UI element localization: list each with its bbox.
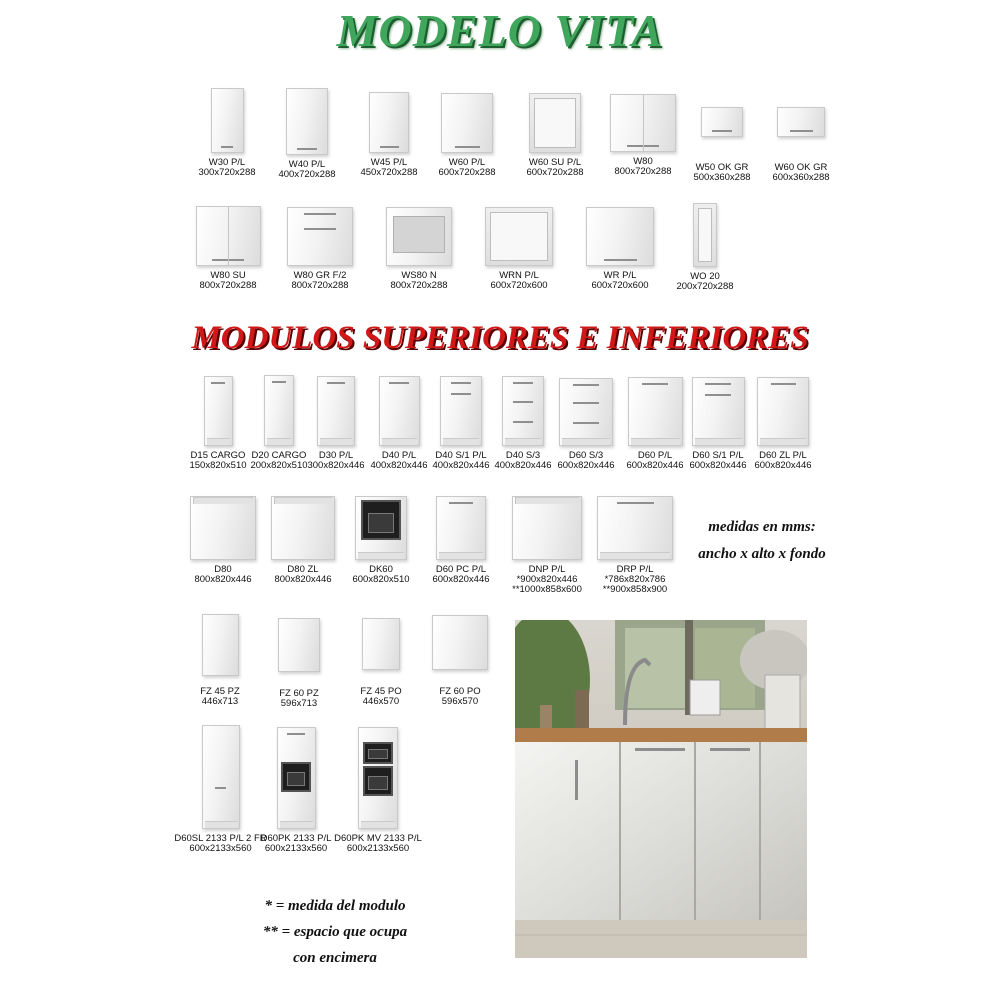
module-label: W80 GR F/2 800x720x288 xyxy=(291,270,349,291)
cabinet-image xyxy=(287,207,353,266)
cabinet-image xyxy=(586,207,654,266)
module-label: D15 CARGO 150x820x510 xyxy=(189,450,247,471)
module-label: FZ 45 PZ 446x713 xyxy=(200,686,240,707)
cabinet-image xyxy=(204,376,233,446)
cabinet-image xyxy=(196,206,261,266)
module-item xyxy=(736,377,830,471)
front-panel-image xyxy=(278,618,320,672)
module-label: W80 800x720x288 xyxy=(614,156,672,177)
legend-note: * = medida del modulo ** = espacio que ocupa con encimera xyxy=(262,898,408,966)
section-subtitle: MODULOS SUPERIORES E INFERIORES xyxy=(191,320,809,356)
module-label: D60 ZL P/L 600x820x446 xyxy=(754,450,812,471)
module-label: D20 CARGO 200x820x510 xyxy=(250,450,308,471)
module-label: WS80 N 800x720x288 xyxy=(390,270,448,291)
page-title: MODELO VITA xyxy=(336,5,664,56)
tall-cabinet-image xyxy=(202,725,240,829)
cabinet-image xyxy=(286,88,328,155)
module-label: W45 P/L 450x720x288 xyxy=(360,157,418,178)
module-label: DK60 600x820x510 xyxy=(352,564,410,585)
module-label: WR P/L 600x720x600 xyxy=(591,270,649,291)
front-panel-image xyxy=(202,614,239,676)
module-item xyxy=(181,206,275,291)
corner-cabinet-image xyxy=(597,496,673,560)
module-label: DRP P/L *786x820x786 **900x858x900 xyxy=(602,564,668,595)
cabinet-image xyxy=(701,107,743,137)
module-item xyxy=(252,618,346,709)
cabinet-image xyxy=(271,496,335,560)
tall-oven-cabinet-image xyxy=(277,727,316,829)
module-label: FZ 45 PO 446x570 xyxy=(360,686,402,707)
module-item xyxy=(273,207,367,291)
module-label: D60 PC P/L 600x820x446 xyxy=(432,564,490,585)
module-label: W30 P/L 300x720x288 xyxy=(198,157,256,178)
front-panel-image xyxy=(432,615,488,670)
cabinet-image xyxy=(441,93,493,153)
cabinet-image xyxy=(386,207,452,266)
module-label: D60SL 2133 P/L 2 FR 600x2133x560 xyxy=(174,833,267,854)
module-item xyxy=(573,207,667,291)
module-label: WO 20 200x720x288 xyxy=(676,271,734,292)
module-label: D80 ZL 800x820x446 xyxy=(274,564,332,585)
cabinet-image xyxy=(436,496,486,560)
module-item xyxy=(330,727,426,854)
cabinet-image xyxy=(317,376,355,446)
module-label: D60PK MV 2133 P/L 600x2133x560 xyxy=(334,833,422,854)
module-item xyxy=(508,93,602,178)
module-item xyxy=(658,203,752,292)
module-label: D60PK 2133 P/L 600x2133x560 xyxy=(260,833,332,854)
module-item xyxy=(420,93,514,178)
module-label: D60 S/3 600x820x446 xyxy=(557,450,615,471)
module-item xyxy=(472,207,566,291)
cabinet-image xyxy=(757,377,809,446)
oven-cabinet-image xyxy=(355,496,407,560)
cabinet-image xyxy=(777,107,825,137)
measures-note: medidas en mms: ancho x alto x fondo xyxy=(698,519,826,562)
module-label: WRN P/L 600x720x600 xyxy=(490,270,548,291)
cabinet-image xyxy=(529,93,581,153)
cabinet-image xyxy=(369,92,409,153)
module-label: D60 P/L 600x820x446 xyxy=(626,450,684,471)
module-item xyxy=(372,207,466,291)
front-panel-image xyxy=(362,618,400,670)
cabinet-image xyxy=(610,94,676,152)
module-label: W60 OK GR 600x360x288 xyxy=(772,162,830,183)
cabinet-image xyxy=(559,378,613,446)
module-label: D80 800x820x446 xyxy=(194,564,252,585)
module-label: D40 S/1 P/L 400x820x446 xyxy=(432,450,490,471)
cabinet-image xyxy=(485,207,553,266)
module-label: D30 P/L 300x820x446 xyxy=(307,450,365,471)
module-label: W40 P/L 400x720x288 xyxy=(278,159,336,180)
module-label: W60 SU P/L 600x720x288 xyxy=(526,157,584,178)
cabinet-image xyxy=(190,496,256,560)
module-item xyxy=(500,496,594,595)
tall-oven-microwave-cabinet-image xyxy=(358,727,398,829)
module-item xyxy=(754,107,848,183)
module-label: FZ 60 PZ 596x713 xyxy=(279,688,319,709)
module-label: D40 P/L 400x820x446 xyxy=(370,450,428,471)
module-item xyxy=(414,496,508,585)
module-label: W50 OK GR 500x360x288 xyxy=(693,162,751,183)
module-item xyxy=(588,496,682,595)
module-item xyxy=(413,615,507,707)
kitchen-photo xyxy=(515,620,807,958)
module-label: D60 S/1 P/L 600x820x446 xyxy=(689,450,747,471)
module-label: FZ 60 PO 596x570 xyxy=(439,686,481,707)
cabinet-image xyxy=(512,496,582,560)
cabinet-image xyxy=(693,203,717,267)
module-label: W60 P/L 600x720x288 xyxy=(438,157,496,178)
module-label: D40 S/3 400x820x446 xyxy=(494,450,552,471)
module-item xyxy=(260,88,354,180)
cabinet-image xyxy=(211,88,244,153)
module-label: DNP P/L *900x820x446 **1000x858x600 xyxy=(512,564,582,595)
cabinet-image xyxy=(502,376,544,446)
module-label: W80 SU 800x720x288 xyxy=(199,270,257,291)
